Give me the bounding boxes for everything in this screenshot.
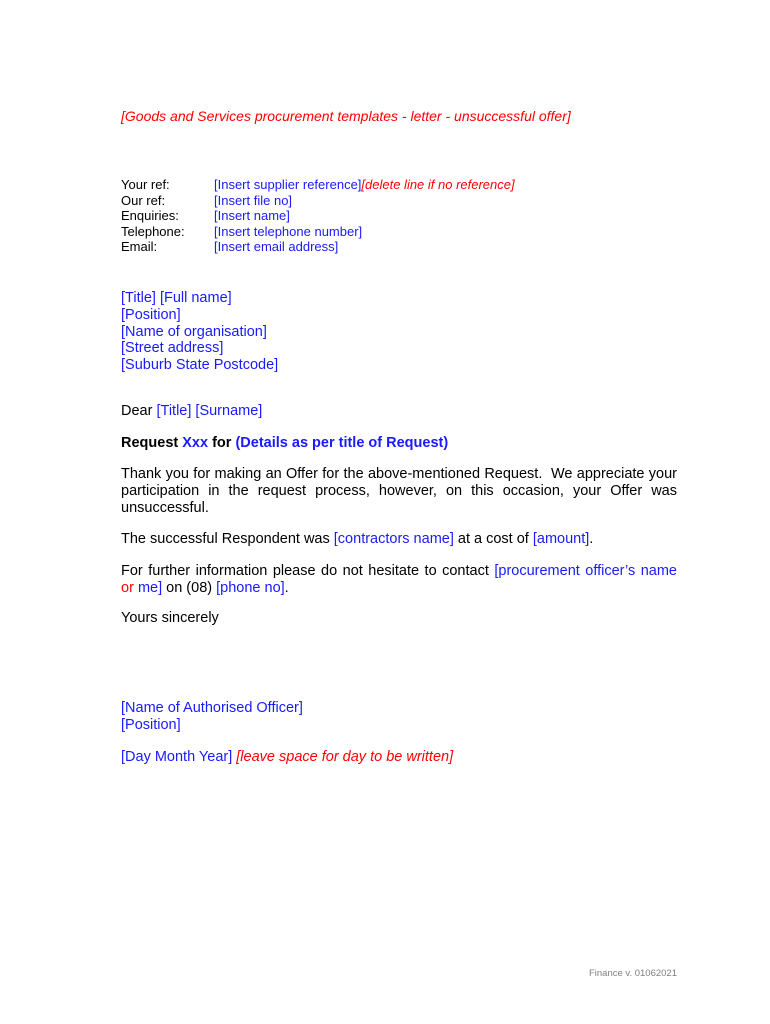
or-word: or [121, 580, 134, 596]
para3-text2: on (08) [166, 580, 213, 596]
amount: [amount] [532, 531, 590, 547]
date-value: [Day Month Year] [121, 749, 233, 765]
ref-value: [Insert supplier reference] [214, 177, 362, 192]
para3-end: . [284, 580, 289, 596]
ref-label: Telephone: [121, 223, 185, 239]
address-suburb: [Suburb State Postcode] [121, 357, 279, 374]
para3-text1: For further information please do not hesitate to contact [121, 563, 489, 579]
paragraph-further-info [121, 563, 677, 597]
phone-number: [phone no] [216, 580, 285, 596]
ref-row-telephone [121, 224, 515, 240]
ref-value: [Insert file no] [214, 192, 293, 208]
ref-value: [Insert telephone number] [214, 223, 363, 239]
ref-label: Enquiries: [121, 208, 179, 223]
template-heading: [Goods and Services procurement templates - letter - unsuccessful offer] [121, 108, 571, 124]
ref-label: Our ref: [121, 192, 166, 208]
ref-value: [Insert name] [214, 208, 290, 223]
salutation-title: [Title] [156, 403, 192, 419]
ref-row-email [121, 239, 515, 255]
date-note: [leave space for day to be written] [236, 749, 454, 765]
ref-label: Email: [121, 239, 158, 254]
paragraph-successful-respondent [121, 531, 677, 548]
para2-text1: The successful Respondent was [121, 531, 330, 547]
procurement-officer-name: [procurement officer’s name [494, 563, 677, 579]
request-line [121, 435, 677, 452]
ref-row-our-ref [121, 193, 515, 209]
ref-row-your-ref [121, 177, 515, 193]
request-details: (Details as per title of Request) [235, 435, 449, 451]
salutation-prefix: Dear [121, 403, 153, 419]
request-number: Xxx [182, 435, 209, 451]
address-organisation: [Name of organisation] [121, 323, 267, 340]
para2-text2: at a cost of [457, 531, 529, 547]
request-for: for [212, 435, 232, 451]
reference-block [121, 177, 515, 255]
date-line [121, 749, 677, 766]
ref-value: [Insert email address] [214, 239, 339, 254]
contractor-name: [contractors name] [333, 531, 454, 547]
para2-end: . [589, 531, 594, 547]
request-prefix: Request [121, 435, 179, 451]
me-word: me] [137, 580, 163, 596]
signatory-name: [Name of Authorised Officer] [121, 700, 303, 716]
footer-version: Finance v. 01062021 [588, 968, 677, 979]
paragraph-thank-you: Thank you for making an Offer for the above-mentioned Request. We appreciate your participation in the request process, however, on this occasion, your Offer was unsuccessful. [121, 466, 682, 516]
ref-row-enquiries [121, 208, 515, 224]
address-street: [Street address] [121, 340, 224, 357]
signatory-position: [Position] [121, 717, 181, 733]
ref-note: [delete line if no reference] [361, 177, 515, 192]
salutation-surname: [Surname] [195, 403, 263, 419]
address-title-name: [Title] [Full name] [121, 290, 232, 306]
salutation [121, 403, 677, 420]
ref-label: Your ref: [121, 177, 170, 192]
closing: Yours sincerely [121, 610, 219, 626]
recipient-address [121, 290, 278, 374]
signatory [121, 700, 677, 734]
address-position: [Position] [121, 306, 181, 323]
